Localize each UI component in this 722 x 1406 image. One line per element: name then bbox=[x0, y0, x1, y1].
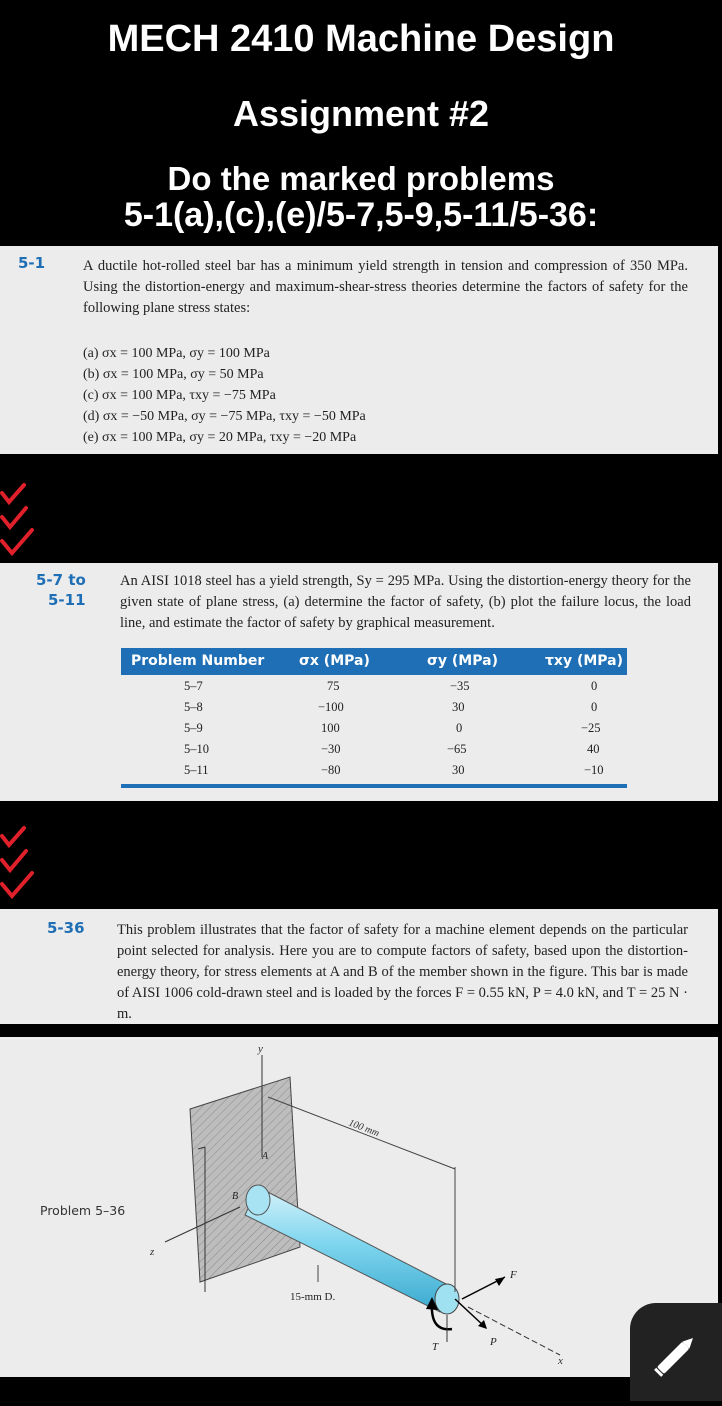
assignment-title: Assignment #2 bbox=[232, 93, 490, 134]
table-cell: 5–10 bbox=[184, 742, 209, 756]
table-cell: −30 bbox=[321, 742, 341, 756]
stress-table bbox=[121, 648, 627, 788]
red-check-mark-icon bbox=[2, 828, 32, 896]
column-header: σx (MPa) bbox=[299, 653, 370, 669]
course-title: MECH 2410 Machine Design bbox=[107, 18, 615, 60]
z-axis-label: z bbox=[150, 1246, 155, 1258]
problem-text: This problem illustrates that the factor of safety for a machine element depends on the particular point selected for analysis. Here you are to compute factors of safety, based upon the distortion-energy theory, for stress elements at A and B of the member shown in the figure. This bar is made of AISI 1006 cold-drawn steel and is loaded by the forces F = 0.55 kN, P = 4.0 kN, and T = 25 N · m. bbox=[117, 922, 688, 1022]
table-cell: 0 bbox=[591, 700, 598, 714]
force-p-label: P bbox=[490, 1336, 497, 1348]
table-row bbox=[121, 759, 627, 780]
part-a: (a) σx = 100 MPa, σy = 100 MPa bbox=[83, 346, 270, 361]
part-c: (c) σx = 100 MPa, τxy = −75 MPa bbox=[83, 388, 276, 403]
instruction-heading: Do the marked problems bbox=[167, 160, 555, 197]
problem-number: 5-1 bbox=[18, 254, 46, 272]
table-cell: 0 bbox=[456, 721, 463, 735]
red-check-mark-icon bbox=[2, 485, 32, 553]
force-f-label: F bbox=[510, 1269, 517, 1281]
check-marks-group-2 bbox=[0, 818, 40, 913]
problem-text: An AISI 1018 steel has a yield strength, Sy = 295 MPa. Using the distortion-energy theory for the given state of plane stress, (a) determine the factor of safety, (b) plot the failure locus, the load line, and estimate the factor of safety by graphical measurement. bbox=[120, 573, 691, 631]
problem-text: A ductile hot-rolled steel bar has a minimum yield strength in tension and compression of 350 MPa. Using the distortion-energy and maximum-shear-stress theories determine the factors of safety for the following plane stress states: bbox=[83, 258, 688, 316]
column-header: σy (MPa) bbox=[427, 653, 498, 669]
table-row bbox=[121, 717, 627, 738]
table-bottom-rule bbox=[121, 784, 627, 788]
problem-5-36-panel bbox=[0, 909, 718, 1024]
table-cell: 30 bbox=[452, 700, 465, 714]
table-cell: −25 bbox=[581, 721, 601, 735]
table-row bbox=[121, 738, 627, 759]
table-header bbox=[121, 648, 627, 675]
table-cell: 40 bbox=[587, 742, 600, 756]
table-cell: −100 bbox=[318, 700, 344, 714]
point-a-label: A bbox=[262, 1151, 269, 1162]
pencil-icon bbox=[630, 1303, 722, 1401]
column-header: Problem Number bbox=[131, 653, 265, 669]
problem-number-range-start: 5-7 to bbox=[36, 571, 86, 589]
problem-list: 5-1(a),(c),(e)/5-7,5-9,5-11/5-36: bbox=[123, 196, 599, 234]
y-axis-label: y bbox=[258, 1043, 263, 1055]
length-dimension-label: 100 mm bbox=[346, 1117, 381, 1140]
part-e: (e) σx = 100 MPa, σy = 20 MPa, τxy = −20 MPa bbox=[83, 430, 357, 445]
table-cell: −10 bbox=[584, 763, 604, 777]
diameter-label: 15-mm D. bbox=[290, 1291, 336, 1303]
problem-number-range-end: 5-11 bbox=[48, 591, 86, 609]
force-p-arrow bbox=[455, 1299, 487, 1329]
table-row bbox=[121, 675, 627, 696]
figure-caption: Problem 5–36 bbox=[40, 1203, 126, 1218]
table-cell: 5–11 bbox=[184, 763, 209, 777]
table-cell: −35 bbox=[450, 679, 470, 693]
fixed-wall bbox=[190, 1077, 300, 1292]
table-cell: 30 bbox=[452, 763, 465, 777]
table-cell: −80 bbox=[321, 763, 341, 777]
force-f-arrow bbox=[462, 1277, 505, 1299]
problem-number: 5-36 bbox=[47, 919, 85, 937]
column-header: τxy (MPa) bbox=[545, 653, 624, 669]
cantilever-bar-figure bbox=[0, 1037, 718, 1377]
problem-parts bbox=[83, 343, 366, 448]
problem-5-1-panel bbox=[0, 246, 718, 454]
table-cell: 5–9 bbox=[184, 721, 203, 735]
table-row bbox=[121, 696, 627, 717]
table-cell: 5–8 bbox=[184, 700, 203, 714]
x-axis-line bbox=[468, 1307, 560, 1355]
x-axis-label: x bbox=[558, 1355, 563, 1367]
part-d: (d) σx = −50 MPa, σy = −75 MPa, τxy = −50 MPa bbox=[83, 409, 366, 424]
table-cell: 100 bbox=[321, 721, 340, 735]
part-b: (b) σx = 100 MPa, σy = 50 MPa bbox=[83, 367, 264, 382]
table-cell: 0 bbox=[591, 679, 598, 693]
point-b-label: B bbox=[232, 1191, 239, 1202]
table-cell: 75 bbox=[327, 679, 340, 693]
torque-t-label: T bbox=[432, 1341, 439, 1353]
table-cell: −65 bbox=[447, 742, 467, 756]
edit-button[interactable] bbox=[630, 1303, 722, 1401]
check-marks-group-1 bbox=[0, 475, 40, 570]
table-cell: 5–7 bbox=[184, 679, 203, 693]
